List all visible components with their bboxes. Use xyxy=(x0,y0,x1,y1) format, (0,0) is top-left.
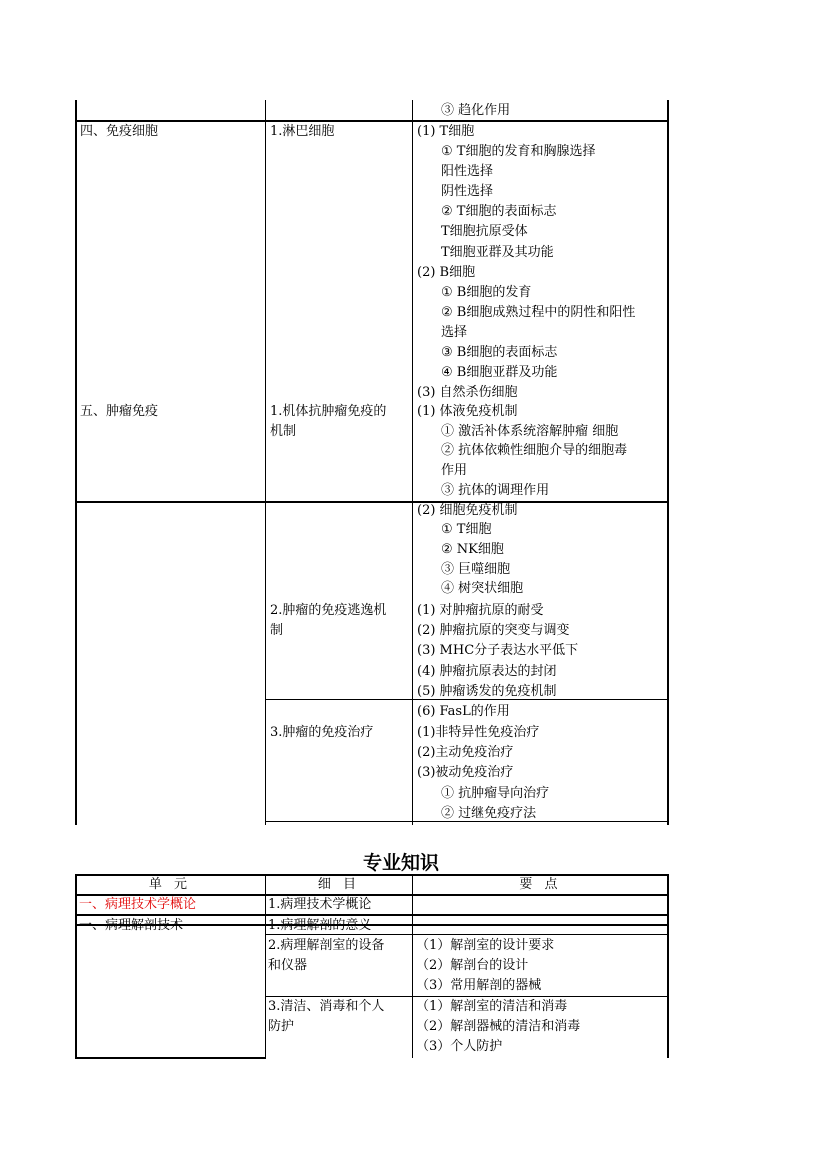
point-line: ② T细胞的表面标志 xyxy=(441,204,557,220)
item-line: 2.病理解剖室的设备 xyxy=(268,938,385,953)
point-line: ② NK细胞 xyxy=(441,541,504,557)
point-line: （3）个人防护 xyxy=(416,1039,503,1054)
item-line: 防护 xyxy=(268,1019,295,1034)
point-line: （2）解剖器械的清洁和消毒 xyxy=(416,1019,581,1034)
row2-points3 xyxy=(417,723,549,824)
point-line: 选择 xyxy=(441,324,468,340)
point-line: ② B细胞成熟过程中的阴性和阳性 xyxy=(441,304,636,320)
point-line: ① 抗肿瘤导向治疗 xyxy=(441,785,550,801)
point-line: 作用 xyxy=(441,463,468,479)
point-line: (1) 对肿瘤抗原的耐受 xyxy=(417,603,544,618)
point-line: ② 过继免疫疗法 xyxy=(441,805,537,821)
item-line: 3.清洁、消毒和个人 xyxy=(268,999,385,1014)
point-line: ① 激活补体系统溶解肿瘤 细胞 xyxy=(441,423,619,439)
header-item: 细 目 xyxy=(317,877,361,892)
point-line: ④ B细胞亚群及功能 xyxy=(441,365,558,381)
points-autopsy-equipment xyxy=(416,936,554,996)
point-line: ① T细胞 xyxy=(441,522,492,538)
point-line: T细胞抗原受体 xyxy=(441,224,528,240)
point-line: (2)主动免疫治疗 xyxy=(417,745,514,761)
point-line: (1) T细胞 xyxy=(417,124,475,139)
item-line: 2.肿瘤的免疫逃逸机 xyxy=(270,603,387,618)
point-line: ③ B细胞的表面标志 xyxy=(441,345,558,361)
point-line: ① B细胞的发育 xyxy=(441,284,532,300)
item-antitumor-mechanism xyxy=(270,402,386,442)
points-cleaning-protection xyxy=(416,997,580,1057)
point-line: (1) 体液免疫机制 xyxy=(417,404,518,419)
item-line: 1.机体抗肿瘤免疫的 xyxy=(270,404,387,419)
point-line: (6) FasL的作用 xyxy=(417,704,510,720)
point-line: (2) B细胞 xyxy=(417,264,476,280)
item-line: 制 xyxy=(270,623,284,638)
item-lymphocyte: 1.淋巴细胞 xyxy=(270,124,335,139)
point-line: (5) 肿瘤诱发的免疫机制 xyxy=(417,683,557,699)
point-line: T细胞亚群及其功能 xyxy=(441,244,554,260)
point-line: (2) 肿瘤抗原的突变与调变 xyxy=(417,623,570,639)
point-line: ③ 巨噬细胞 xyxy=(441,561,511,577)
point-line: (3)被动免疫治疗 xyxy=(417,765,514,781)
point-line: (4) 肿瘤抗原表达的封闭 xyxy=(417,663,557,679)
point-line: （1）解剖室的设计要求 xyxy=(416,938,555,953)
unit-tumor-immunity: 五、肿瘤免疫 xyxy=(80,404,159,419)
row1-points xyxy=(417,122,635,403)
row0-points xyxy=(417,101,510,121)
item-line: 和仪器 xyxy=(268,958,308,973)
unit-autopsy-technique: 一、病理解剖技术 xyxy=(79,918,184,933)
point-line: ③ 趋化作用 xyxy=(441,103,511,118)
section-title: 专业知识 xyxy=(362,852,439,874)
unit-pathology-intro: 一、病理技术学概论 xyxy=(79,897,197,912)
point-line: （2）解剖台的设计 xyxy=(416,958,529,973)
point-line: (3) MHC分子表达水平低下 xyxy=(417,643,579,659)
point-line: （3）常用解剖的器械 xyxy=(416,978,542,993)
header-points: 要 点 xyxy=(519,877,562,892)
item-line: 机制 xyxy=(270,424,297,439)
row2-points1 xyxy=(417,402,627,599)
item-immune-escape xyxy=(270,601,386,641)
item-pathology-intro: 1.病理技术学概论 xyxy=(268,897,372,912)
point-line: 阴性选择 xyxy=(441,184,494,200)
item-immunotherapy: 3.肿瘤的免疫治疗 xyxy=(270,725,374,740)
point-line: (2) 细胞免疫机制 xyxy=(417,502,518,518)
point-line: (1)非特异性免疫治疗 xyxy=(417,725,540,740)
item-cleaning-protection xyxy=(268,997,384,1037)
point-line: (3) 自然杀伤细胞 xyxy=(417,385,518,401)
row2-points2 xyxy=(417,601,578,722)
header-unit: 单 元 xyxy=(148,877,192,892)
unit-immune-cells: 四、免疫细胞 xyxy=(80,124,159,139)
item-autopsy-equipment xyxy=(268,936,384,976)
point-line: 阳性选择 xyxy=(441,164,494,180)
point-line: ④ 树突状细胞 xyxy=(441,581,524,597)
point-line: （1）解剖室的清洁和消毒 xyxy=(416,999,568,1014)
point-line: ③ 抗体的调理作用 xyxy=(441,482,550,498)
point-line: ② 抗体依赖性细胞介导的细胞毒 xyxy=(441,443,628,459)
point-line: ① T细胞的发育和胸腺选择 xyxy=(441,144,596,160)
item-autopsy-significance: 1.病理解剖的意义 xyxy=(268,918,372,933)
